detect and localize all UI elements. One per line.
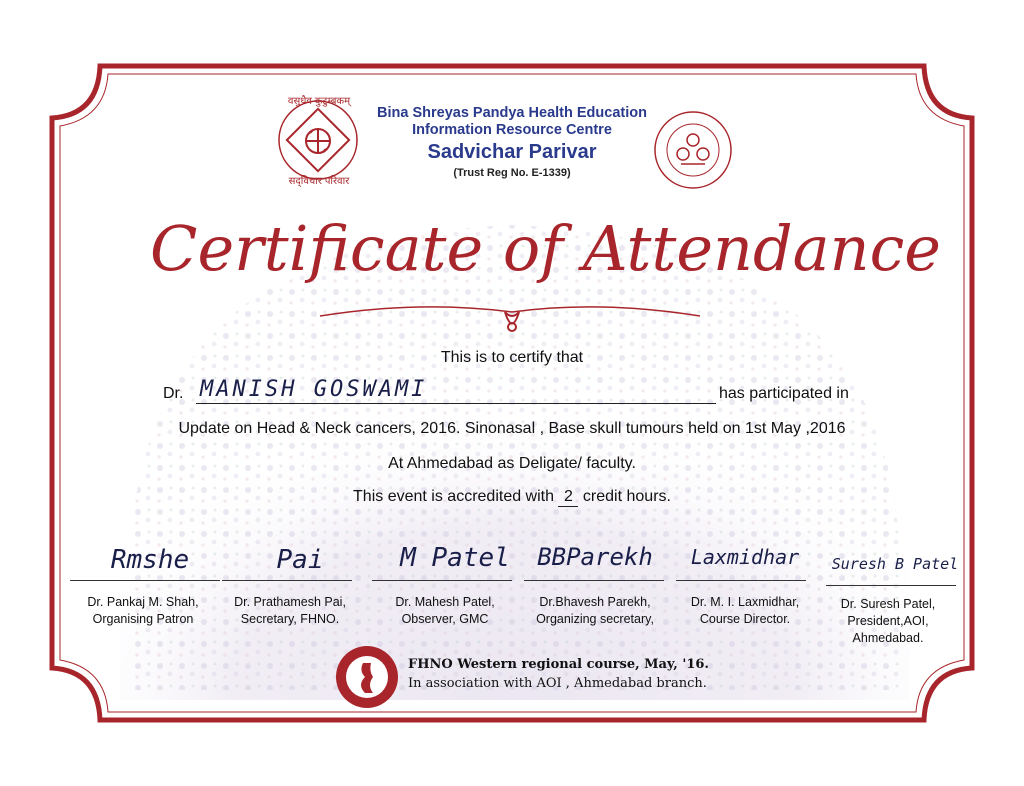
signatory-6: [808, 596, 968, 647]
footer-line-1: FHNO Western regional course, May, '16.: [408, 657, 709, 672]
logo-top-text: वसुधैव कुटुम्बकम्: [287, 96, 351, 107]
event-line: Update on Head & Neck cancers, 2016. Sinonasal , Base skull tumours held on 1st May ,2016: [178, 420, 846, 437]
signatory-1: [58, 594, 228, 628]
signatory-role: President,AOI,: [847, 614, 929, 628]
credit-value: 2: [558, 488, 578, 507]
signature-line-2: [222, 580, 352, 581]
health-education-seal: [653, 110, 733, 190]
signature-6: Suresh B Patel: [831, 555, 959, 573]
signatory-name: Dr.Bhavesh Parekh,: [539, 595, 651, 609]
signatory-role: Course Director.: [699, 612, 791, 626]
signatory-name: Dr. Mahesh Patel,: [395, 595, 495, 609]
venue-line: At Ahmedabad as Deligate/ faculty.: [388, 455, 636, 472]
signature-line-3: [372, 580, 512, 581]
org-line-1: Bina Shreyas Pandya Health Education: [377, 105, 647, 121]
signatory-extra: Ahmedabad.: [852, 631, 924, 645]
footer-line-2: In association with AOI , Ahmedabad branch.: [408, 676, 707, 691]
participated-text: has participated in: [719, 385, 849, 402]
signature-4: BBParekh: [537, 543, 653, 571]
signatory-5: [660, 594, 830, 628]
credit-line: [260, 488, 764, 507]
recipient-name: MANISH GOSWAMI: [200, 377, 428, 402]
credit-prefix: This event is accredited with: [353, 488, 555, 505]
sadvichar-logo: [277, 96, 359, 187]
certificate-title: Certificate of Attendance: [150, 212, 941, 285]
name-underline: [196, 403, 716, 404]
signatory-2: [205, 594, 375, 628]
signature-3: M Patel: [400, 543, 510, 573]
signature-line-1: [70, 580, 220, 581]
signature-2: Pai: [276, 545, 324, 575]
signature-5: Laxmidhar: [690, 545, 800, 569]
org-name: Sadvichar Parivar: [427, 141, 597, 163]
signatory-4: [510, 594, 680, 628]
signature-line-6: [826, 585, 956, 586]
signature-1: Rmshe: [110, 545, 190, 575]
signatory-name: Dr. Suresh Patel,: [840, 597, 936, 611]
signatory-name: Dr. Pankaj M. Shah,: [87, 595, 199, 609]
signatory-3: [360, 594, 530, 628]
org-line-2: Information Resource Centre: [412, 122, 612, 138]
logo-bottom-text: सद्‌विचार परिवार: [288, 176, 350, 187]
signature-line-5: [676, 580, 806, 581]
signatory-role: Organising Patron: [92, 612, 194, 626]
signatory-role: Observer, GMC: [401, 612, 489, 626]
signatory-name: Dr. M. I. Laxmidhar,: [690, 595, 800, 609]
signatory-role: Organizing secretary,: [536, 612, 654, 626]
signatory-role: Secretary, FHNO.: [240, 612, 340, 626]
trust-reg: (Trust Reg No. E-1339): [453, 167, 571, 179]
signatory-name: Dr. Prathamesh Pai,: [234, 595, 346, 609]
dr-prefix: Dr.: [163, 385, 184, 402]
signature-line-4: [524, 580, 664, 581]
fhno-seal: [335, 645, 399, 709]
credit-suffix: credit hours.: [582, 488, 671, 505]
certify-line: This is to certify that: [440, 349, 584, 366]
